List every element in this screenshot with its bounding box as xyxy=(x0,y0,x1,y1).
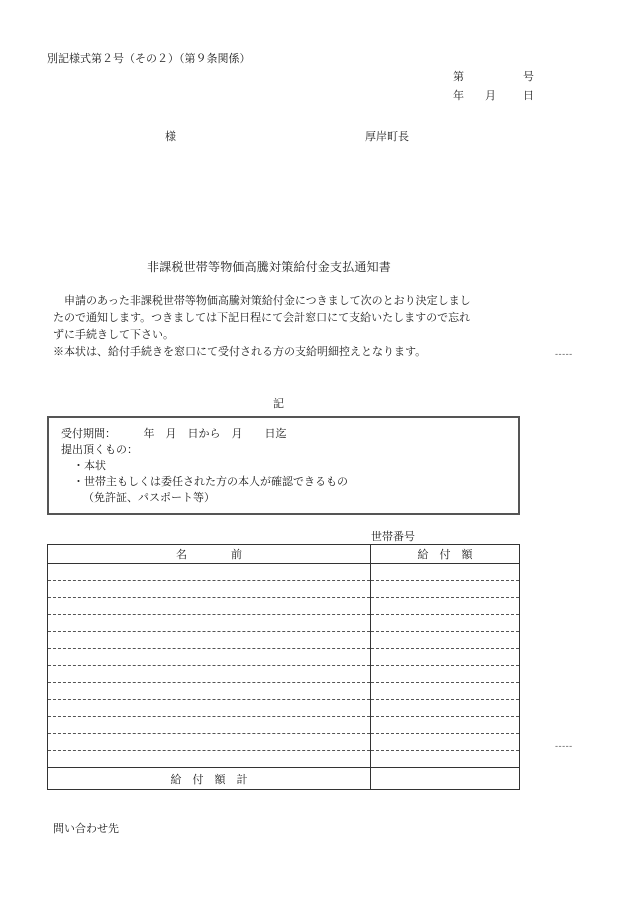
total-value xyxy=(371,768,520,790)
table-row xyxy=(48,581,520,598)
number-go: 号 xyxy=(523,70,534,83)
table-row xyxy=(48,717,520,734)
payment-table xyxy=(47,544,520,790)
amount-cell xyxy=(371,598,520,615)
number-dai: 第 xyxy=(453,70,464,83)
document-title: 非課税世帯等物価高騰対策給付金支払通知書 xyxy=(147,260,392,274)
table-row xyxy=(48,734,520,751)
info-box xyxy=(47,416,520,515)
amount-cell xyxy=(371,734,520,751)
header-amount: 給 付 額 xyxy=(371,545,520,564)
submit-label: 提出頂くもの： xyxy=(61,443,138,456)
name-cell xyxy=(48,615,371,632)
amount-cell xyxy=(371,666,520,683)
amount-cell xyxy=(371,700,520,717)
name-cell xyxy=(48,751,371,768)
name-cell xyxy=(48,632,371,649)
table-row xyxy=(48,632,520,649)
table-row xyxy=(48,666,520,683)
date-day: 日 xyxy=(523,89,534,102)
amount-cell xyxy=(371,717,520,734)
cut-line-mark-bottom: ----- xyxy=(555,742,573,752)
contact-label: 問い合わせ先 xyxy=(53,822,119,835)
amount-cell xyxy=(371,564,520,581)
table-row xyxy=(48,683,520,700)
total-label: 給 付 額 計 xyxy=(48,768,371,790)
submit-item-2: ・世帯主もしくは委任された方の本人が確認できるもの xyxy=(73,475,348,488)
amount-cell xyxy=(371,615,520,632)
ki-heading: 記 xyxy=(273,397,284,410)
body-line-2: たので通知します。つきましては下記日程にて会計窓口にて支給いたしますので忘れ xyxy=(53,311,471,324)
name-cell xyxy=(48,564,371,581)
addressee-suffix: 様 xyxy=(165,130,176,143)
amount-cell xyxy=(371,751,520,768)
date-month: 月 xyxy=(485,89,496,102)
name-cell xyxy=(48,683,371,700)
name-cell xyxy=(48,649,371,666)
name-cell xyxy=(48,700,371,717)
submit-item-3: （免許証、パスポート等） xyxy=(83,491,215,504)
reception-period: 受付期間： 年 月 日から 月 日迄 xyxy=(61,427,287,440)
amount-cell xyxy=(371,649,520,666)
table-row xyxy=(48,649,520,666)
body-line-3: ずに手続きして下さい。 xyxy=(53,328,174,341)
body-line-1: 申請のあった非課税世帯等物価高騰対策給付金につきまして次のとおり決定しまし xyxy=(53,294,471,307)
household-number-label: 世帯番号 xyxy=(371,530,415,543)
body-text xyxy=(53,292,471,360)
header-name: 名 前 xyxy=(48,545,371,564)
issuer: 厚岸町長 xyxy=(365,130,409,143)
table-row xyxy=(48,564,520,581)
amount-cell xyxy=(371,581,520,598)
name-cell xyxy=(48,666,371,683)
form-id: 別記様式第２号（その２）（第９条関係） xyxy=(47,52,251,65)
date-year: 年 xyxy=(453,89,464,102)
table-row xyxy=(48,598,520,615)
amount-cell xyxy=(371,683,520,700)
cut-line-mark-top: ----- xyxy=(555,350,573,360)
table-row xyxy=(48,615,520,632)
submit-item-1: ・本状 xyxy=(73,459,106,472)
table-row xyxy=(48,700,520,717)
body-line-4: ※本状は、給付手続きを窓口にて受付される方の支給明細控えとなります。 xyxy=(53,345,427,358)
name-cell xyxy=(48,734,371,751)
amount-cell xyxy=(371,632,520,649)
table-row xyxy=(48,751,520,768)
name-cell xyxy=(48,717,371,734)
name-cell xyxy=(48,581,371,598)
name-cell xyxy=(48,598,371,615)
